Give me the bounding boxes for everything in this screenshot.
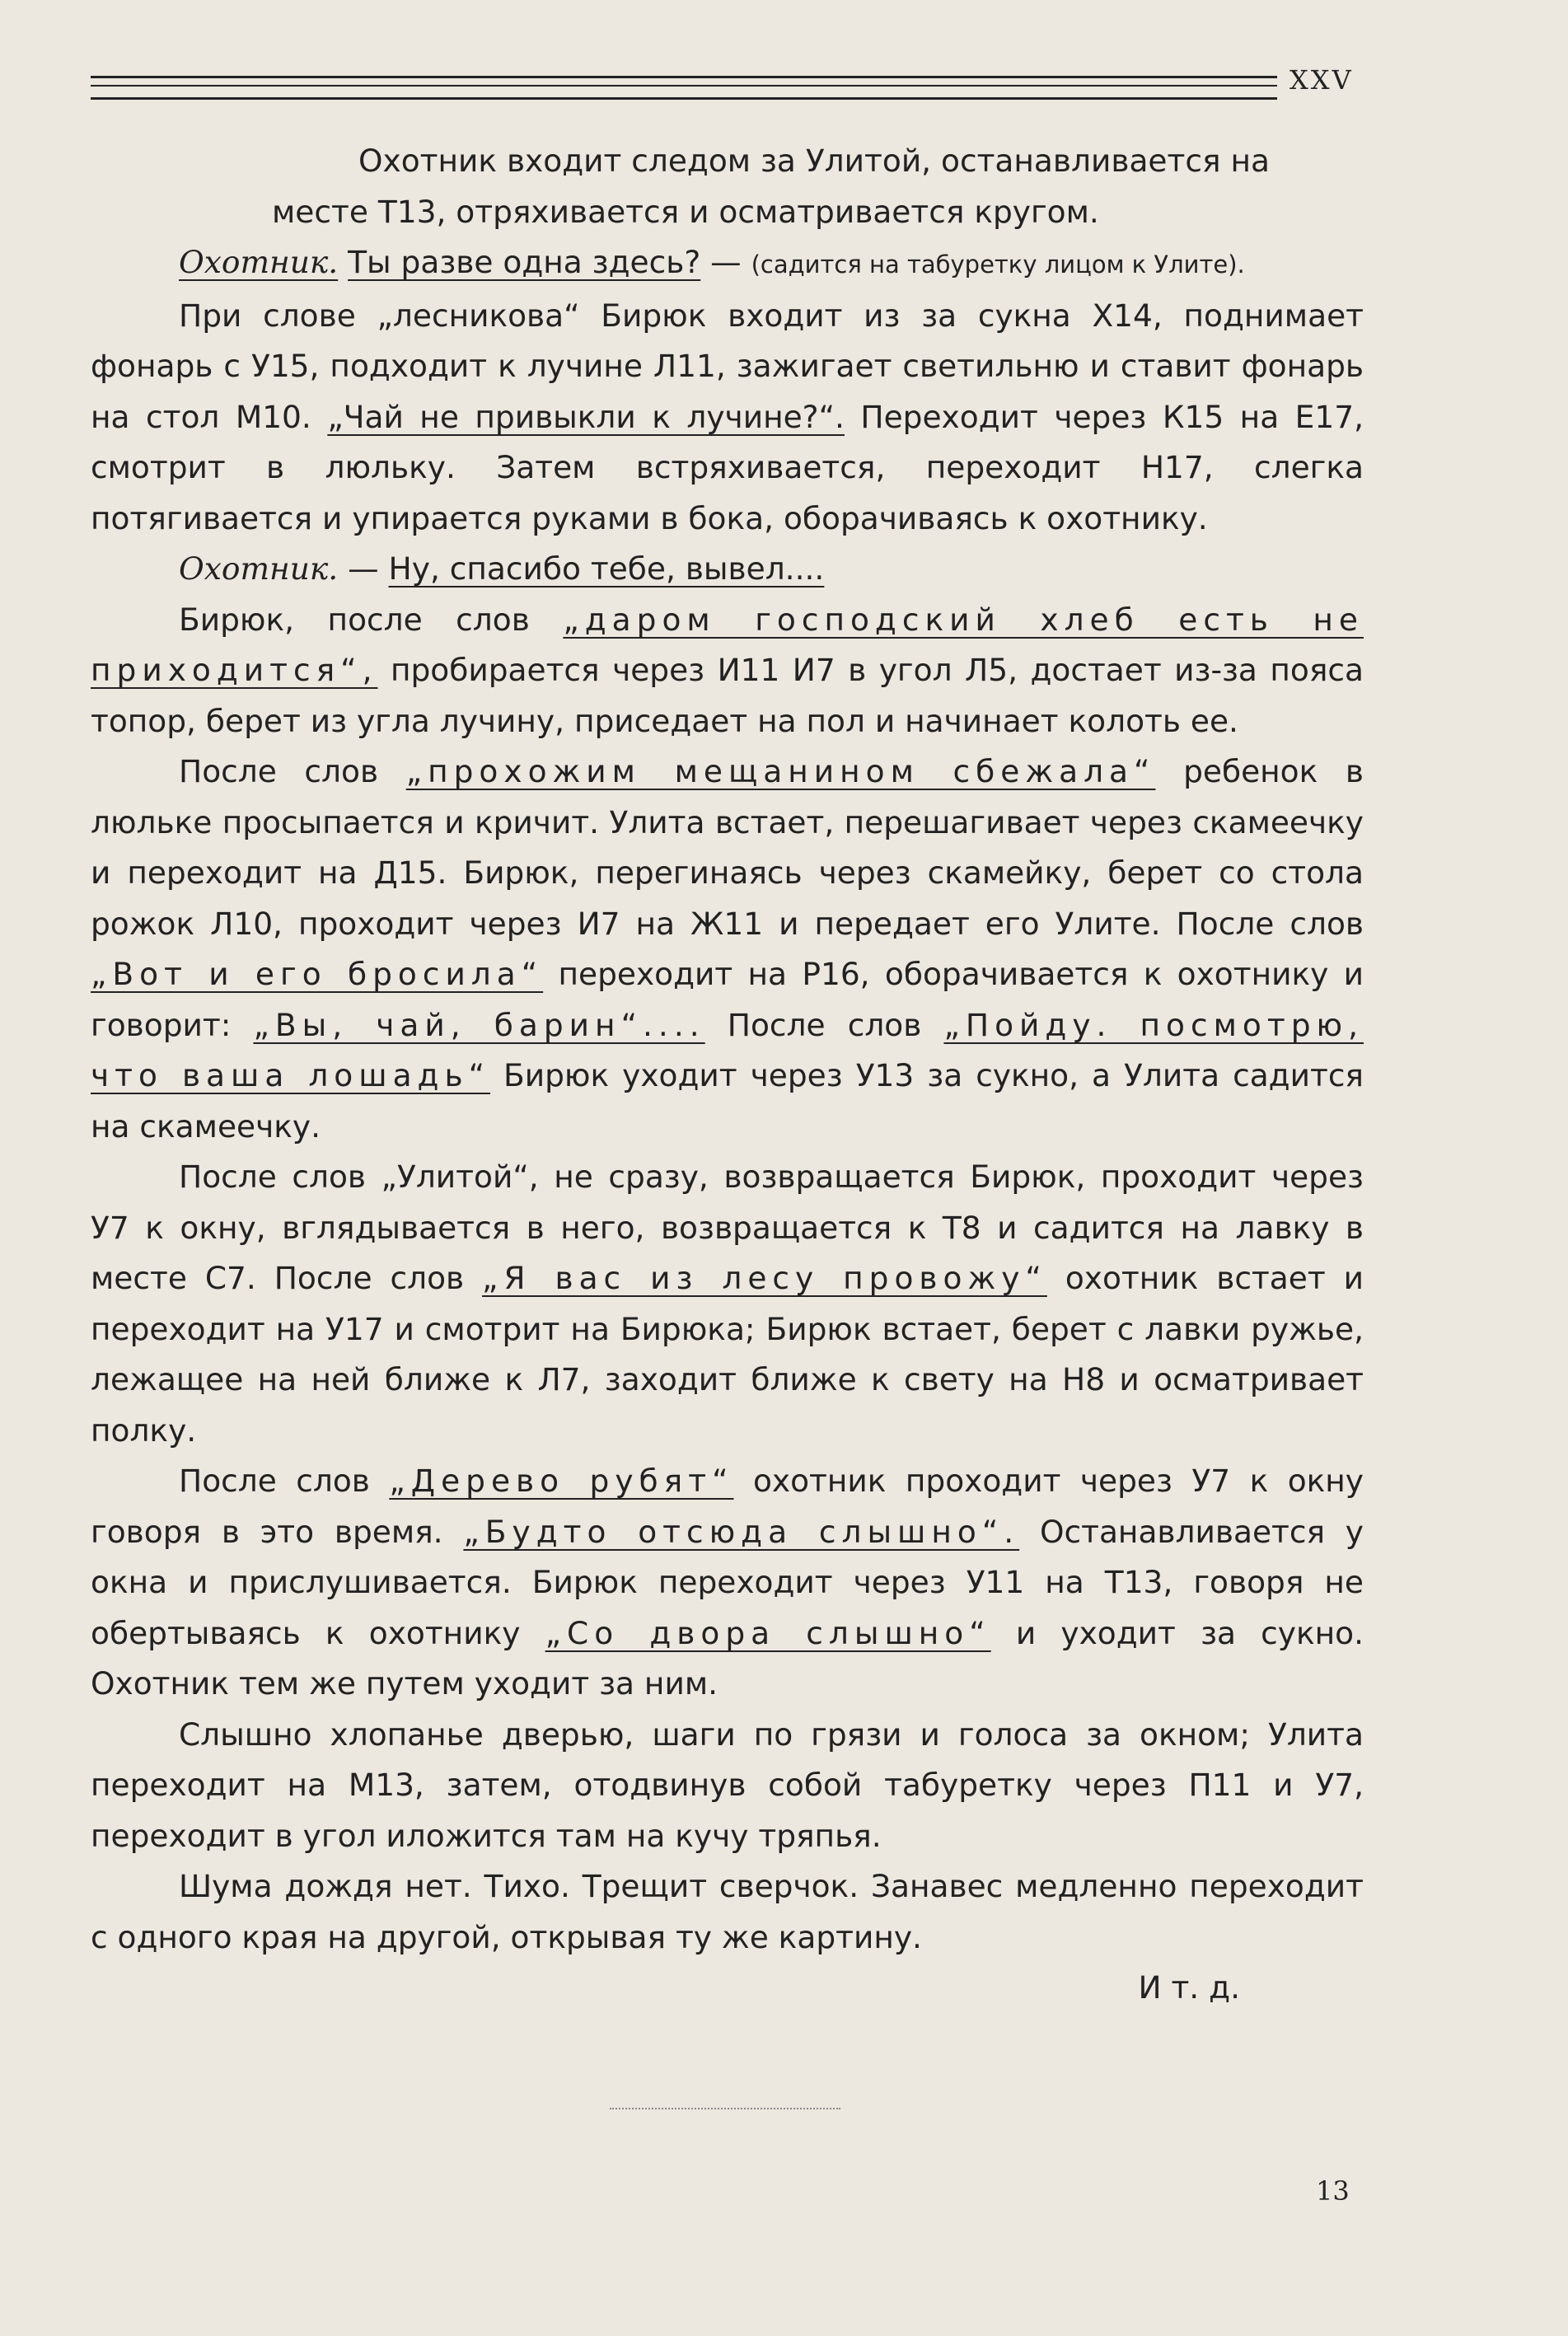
- dialogue-quote: Ну, спасибо тебе, вывел....: [388, 550, 825, 587]
- text-line: Охотник входит следом за Улитой, останавливается на: [358, 143, 1270, 179]
- text: Переходит через К15 на Е17, смотрит в люльку. Затем встряхивается, переходит Н17, слегка потягивается и упирается руками в бока, оборачиваясь к охотнику.: [91, 398, 1364, 536]
- dialogue-quote: „Чай не привыкли к лучине?“.: [327, 398, 845, 435]
- speaker-label: Охотник.: [179, 550, 339, 587]
- text: Бирюк, после слов: [179, 601, 564, 638]
- paragraph: [91, 1710, 1364, 1862]
- paragraph: [91, 1456, 1364, 1710]
- page-number: 13: [1316, 2175, 1350, 2207]
- paragraph: [91, 1861, 1364, 1963]
- dialogue-quote: „Со двора слышно“: [545, 1614, 991, 1651]
- text: Останавливается у окна и прислушивается. Бирюк переходит через У11 на Т13, говоря не обертываясь к охотнику: [91, 1513, 1364, 1651]
- body-text: [91, 136, 1364, 2014]
- text: переходит на Р16, оборачивается к охотнику и говорит:: [91, 956, 1364, 1043]
- speaker-label: Охотник.: [179, 244, 339, 280]
- stage-direction: (садится на табуретку лицом к Улите).: [751, 250, 1245, 279]
- header-roman-numeral: XXV: [1290, 64, 1354, 96]
- dialogue-quote: „даром господский хлеб есть не приходится“,: [91, 601, 1364, 688]
- paragraph: [91, 1152, 1364, 1456]
- paragraph: [91, 544, 1364, 595]
- text: Шума дождя нет. Тихо. Трещит сверчок. Занавес медленно переходит с одного края на другой, открывая ту же картину.: [91, 1868, 1364, 1955]
- dialogue-quote: „Дерево рубят“: [389, 1463, 734, 1499]
- text: После слов: [704, 1006, 944, 1043]
- paragraph: [91, 291, 1364, 545]
- text: ребенок в люльке просыпается и кричит. Улита встает, перешагивает через скамеечку и переходит на Д15. Бирюк, перегинаясь через скамейку, берет со стола рожок Л10, проходит через И7 на Ж11 и передает его Улите. После слов: [91, 753, 1364, 942]
- paragraph: [91, 187, 1364, 238]
- text-line: месте Т13, отряхивается и осматривается кругом.: [272, 193, 1099, 230]
- text: пробирается через И11 И7 в угол Л5, достает из-за пояса топор, берет из угла лучину, приседает на пол и начинает колоть ее.: [91, 652, 1364, 739]
- paragraph: [91, 595, 1364, 747]
- dash: —: [700, 244, 751, 280]
- text: Бирюк уходит через У13 за сукно, а Улита садится на скамеечку.: [91, 1057, 1364, 1145]
- text: После слов „Улитой“, не сразу, возвращается Бирюк, проходит через У7 к окну, вглядывается в него, возвращается к Т8 и садится на лавку в месте С7. После слов: [91, 1159, 1364, 1296]
- dialogue-quote: „Вот и его бросила“: [91, 956, 544, 992]
- text: После слов: [179, 1463, 390, 1499]
- header-rule: [91, 76, 1277, 78]
- paragraph: [91, 747, 1364, 1152]
- text: охотник встает и переходит на У17 и смотрит на Бирюка; Бирюк встает, берет с лавки ружье, лежащее на ней ближе к Л7, заходит ближе к свету на Н8 и осматривает полку.: [91, 1260, 1364, 1449]
- dash: —: [338, 550, 389, 587]
- text: охотник проходит через У7 к окну говоря в это время.: [91, 1463, 1364, 1550]
- text: При слове „лесникова“ Бирюк входит из за сукна Х14, поднимает фонарь с У15, подходит к лучине Л11, зажигает светильню и ставит фонарь на стол М10.: [91, 297, 1364, 435]
- dialogue-quote: „Вы, чай, барин“....: [253, 1006, 705, 1043]
- dialogue-quote: „прохожим мещанином сбежала“: [405, 753, 1156, 789]
- paragraph: [91, 237, 1364, 291]
- text: Слышно хлопанье дверью, шаги по грязи и голоса за окном; Улита переходит на М13, затем, отодвинув собой табуретку через П11 и У7, переходит в угол иложится там на кучу тряпья.: [91, 1716, 1364, 1854]
- footer-rule: [610, 2108, 840, 2109]
- dialogue-quote: „Я вас из лесу провожу“: [482, 1260, 1047, 1296]
- header-rule: [91, 85, 1277, 87]
- dialogue-quote: „Будто отсюда слышно“.: [463, 1513, 1020, 1550]
- header-rule: [91, 97, 1277, 100]
- dialogue-quote: Ты разве одна здесь?: [348, 244, 701, 280]
- text: и уходит за сукно. Охотник тем же путем уходит за ним.: [91, 1614, 1364, 1702]
- closing-text: И т. д.: [1138, 1969, 1240, 2006]
- paragraph: [91, 136, 1364, 187]
- text: После слов: [179, 753, 406, 789]
- dialogue-quote: „Пойду. посмотрю, что ваша лошадь“: [91, 1006, 1364, 1093]
- closing-line: [91, 1963, 1364, 2014]
